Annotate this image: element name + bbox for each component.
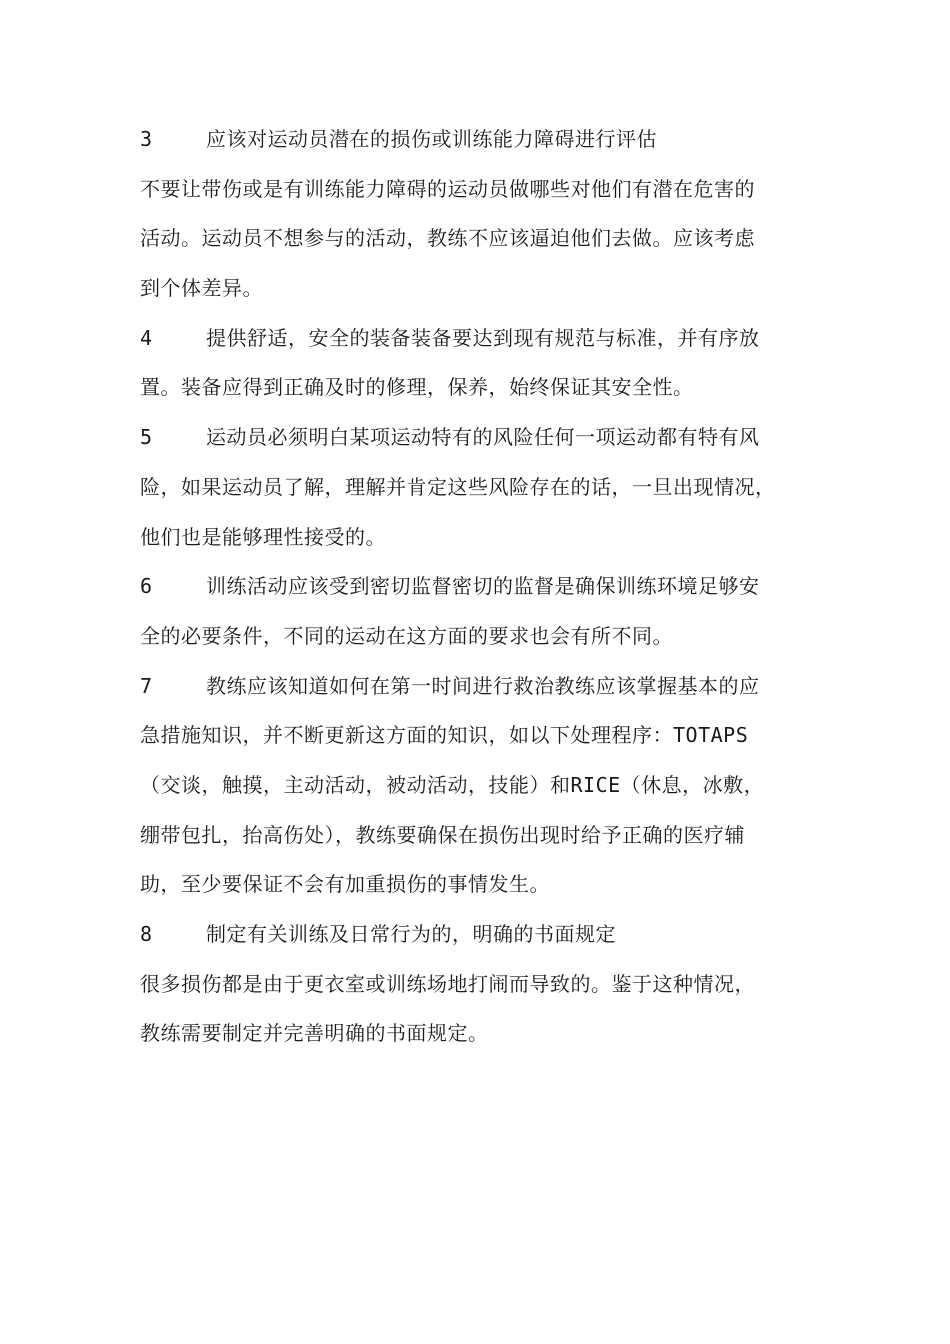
paragraph-line: 教练需要制定并完善明确的书面规定。 bbox=[140, 1021, 489, 1046]
section-number: 3 bbox=[140, 127, 153, 151]
paragraph-line: 置。装备应得到正确及时的修理，保养，始终保证其安全性。 bbox=[140, 375, 694, 400]
paragraph-line: 助，至少要保证不会有加重损伤的事情发生。 bbox=[140, 872, 550, 897]
document-body bbox=[140, 115, 820, 1059]
section-3-heading bbox=[140, 115, 820, 165]
section-6-heading bbox=[140, 562, 820, 612]
acronym-totaps: TOTAPS bbox=[673, 723, 749, 748]
paragraph-text: （交谈，触摸，主动活动，被动活动，技能）和 bbox=[140, 772, 571, 797]
paragraph-line: 绷带包扎，抬高伤处），教练要确保在损伤出现时给予正确的医疗辅 bbox=[140, 822, 745, 847]
paragraph-text: 急措施知识，并不断更新这方面的知识，如以下处理程序： bbox=[140, 723, 673, 748]
paragraph-line: 全的必要条件，不同的运动在这方面的要求也会有所不同。 bbox=[140, 623, 673, 648]
paragraph-line bbox=[140, 711, 820, 761]
section-number: 7 bbox=[140, 673, 153, 698]
section-5-heading bbox=[140, 413, 820, 463]
paragraph-line: 很多损伤都是由于更衣室或训练场地打闹而导致的。鉴于这种情况， bbox=[140, 971, 755, 996]
section-8-heading bbox=[140, 910, 820, 960]
paragraph-line: 他们也是能够理性接受的。 bbox=[140, 524, 386, 549]
paragraph-text: （休息，冰敷， bbox=[620, 772, 765, 797]
section-4-heading bbox=[140, 314, 820, 364]
paragraph-line: 不要让带伤或是有训练能力障碍的运动员做哪些对他们有潜在危害的 bbox=[140, 176, 755, 201]
section-number: 8 bbox=[140, 922, 153, 946]
paragraph-line: 到个体差异。 bbox=[140, 276, 263, 301]
section-number: 4 bbox=[140, 325, 153, 350]
section-text: 提供舒适，安全的装备装备要达到现有规范与标准，并有序放 bbox=[206, 325, 760, 350]
paragraph-line: 活动。运动员不想参与的活动，教练不应该逼迫他们去做。应该考虑 bbox=[140, 226, 755, 251]
paragraph-line bbox=[140, 761, 820, 811]
section-number: 5 bbox=[140, 425, 153, 450]
acronym-rice: RICE bbox=[570, 772, 621, 797]
section-text: 运动员必须明白某项运动特有的风险任何一项运动都有特有风 bbox=[206, 425, 760, 450]
paragraph-line: 险，如果运动员了解，理解并肯定这些风险存在的话，一旦出现情况， bbox=[140, 474, 776, 499]
section-7-heading bbox=[140, 662, 820, 712]
section-title: 应该对运动员潜在的损伤或训练能力障碍进行评估 bbox=[206, 127, 657, 151]
section-text: 教练应该知道如何在第一时间进行救治教练应该掌握基本的应 bbox=[206, 673, 760, 698]
section-number: 6 bbox=[140, 574, 153, 599]
section-title: 制定有关训练及日常行为的，明确的书面规定 bbox=[206, 922, 616, 946]
section-text: 训练活动应该受到密切监督密切的监督是确保训练环境足够安 bbox=[206, 574, 760, 599]
